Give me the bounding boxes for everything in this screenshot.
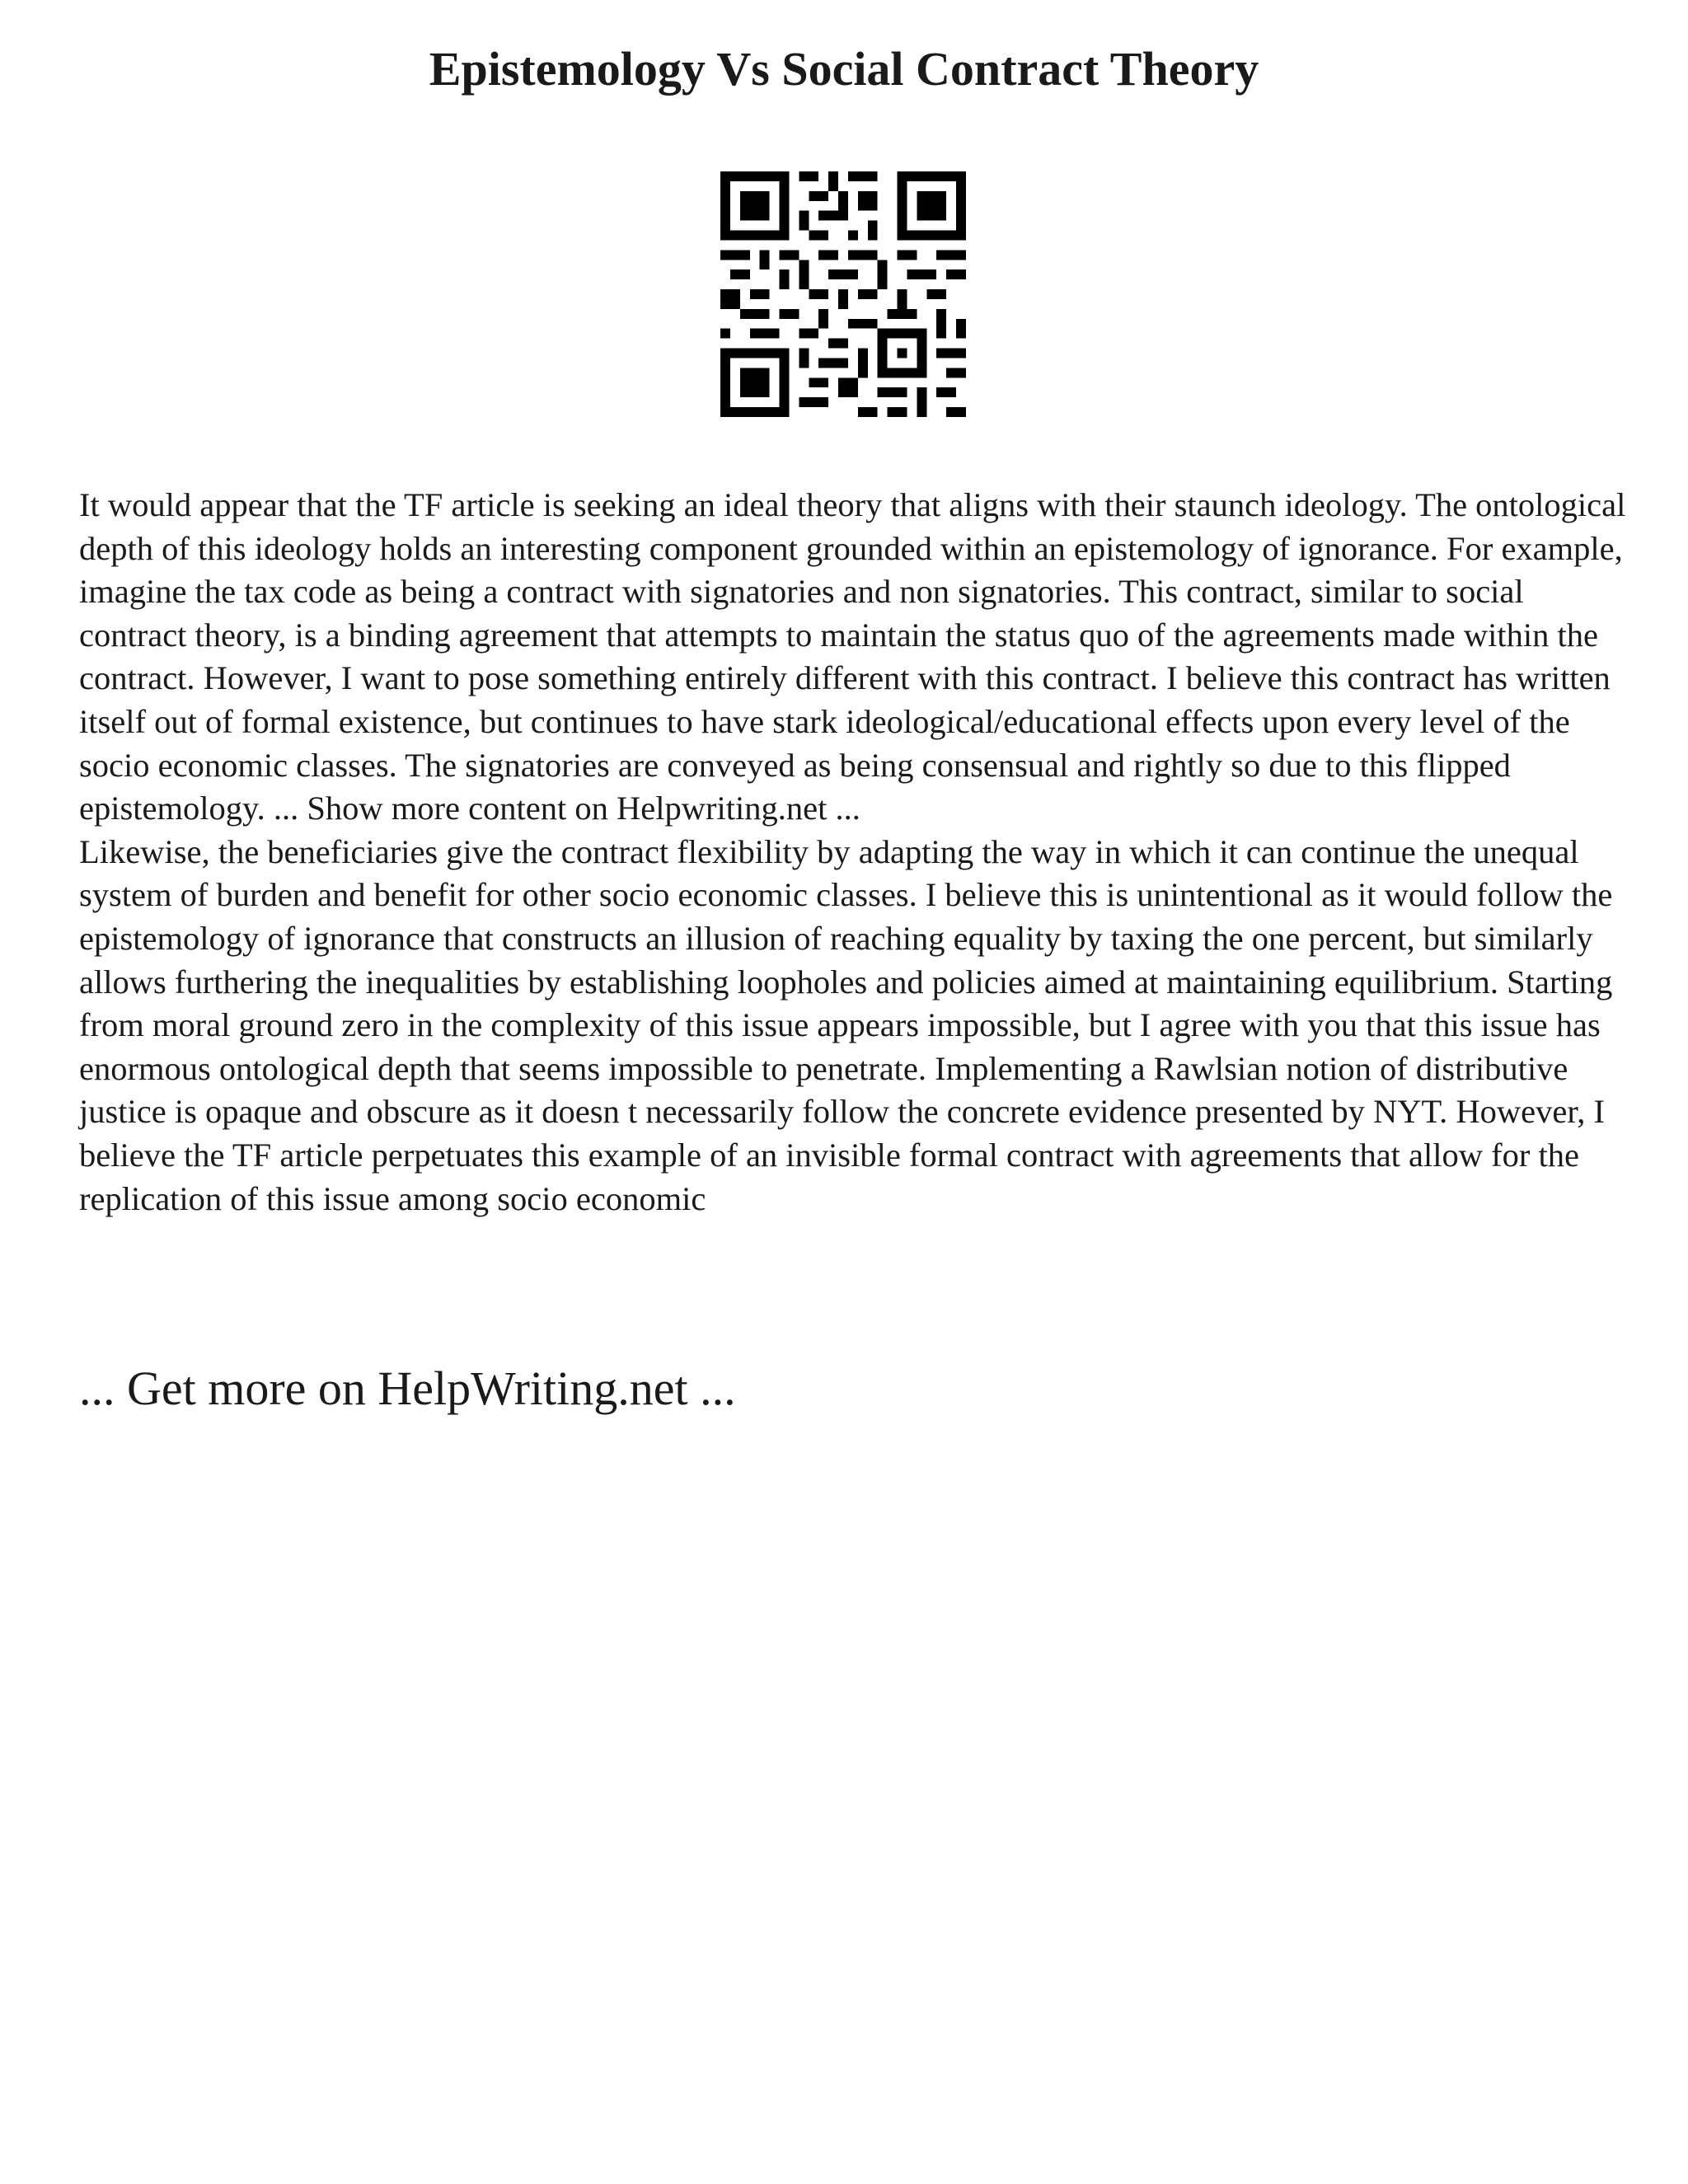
body-paragraph: Likewise, the beneficiaries give the contract flexibility by adapting the way in which it can continue the unequal system of burden and benefit for other socio economic classes. I believe this is unintentional as it would follow the epistemology of ignorance that constructs an illusion of reaching equality by taxing the one percent, but similarly allows furthering the inequalities by establishing loopholes and policies aimed at maintaining equilibrium. Starting from moral ground zero in the complexity of this issue appears impossible, but I agree with you that this issue has enormous ontological depth that seems impossible to penetrate. Implementing a Rawlsian notion of distributive justice is opaque and obscure as it doesn t necessarily follow the concrete evidence presented by NYT. However, I believe the TF article perpetuates this example of an invisible formal contract with agreements that allow for the replication of this issue among socio economic <box>79 832 1613 1217</box>
article-body <box>79 484 1629 1221</box>
page-title: Epistemology Vs Social Contract Theory <box>429 42 1259 96</box>
qr-code[interactable] <box>720 171 966 417</box>
qr-code-icon <box>720 171 966 417</box>
get-more-link[interactable]: ... Get more on HelpWriting.net ... <box>79 1361 736 1415</box>
body-paragraph: It would appear that the TF article is seeking an ideal theory that aligns with their staunch ideology. The ontological depth of this ideology holds an interesting component grounded within an epistemology of ignorance. For example, imagine the tax code as being a contract with signatories and non signatories. This contract, similar to social contract theory, is a binding agreement that attempts to maintain the status quo of the agreements made within the contract. However, I want to pose something entirely different with this contract. I believe this contract has written itself out of formal existence, but continues to have stark ideological/educational effects upon every level of the socio economic classes. The signatories are conveyed as being consensual and rightly so due to this flipped epistemology. ... Show more content on Helpwriting.net ... <box>79 486 1626 827</box>
